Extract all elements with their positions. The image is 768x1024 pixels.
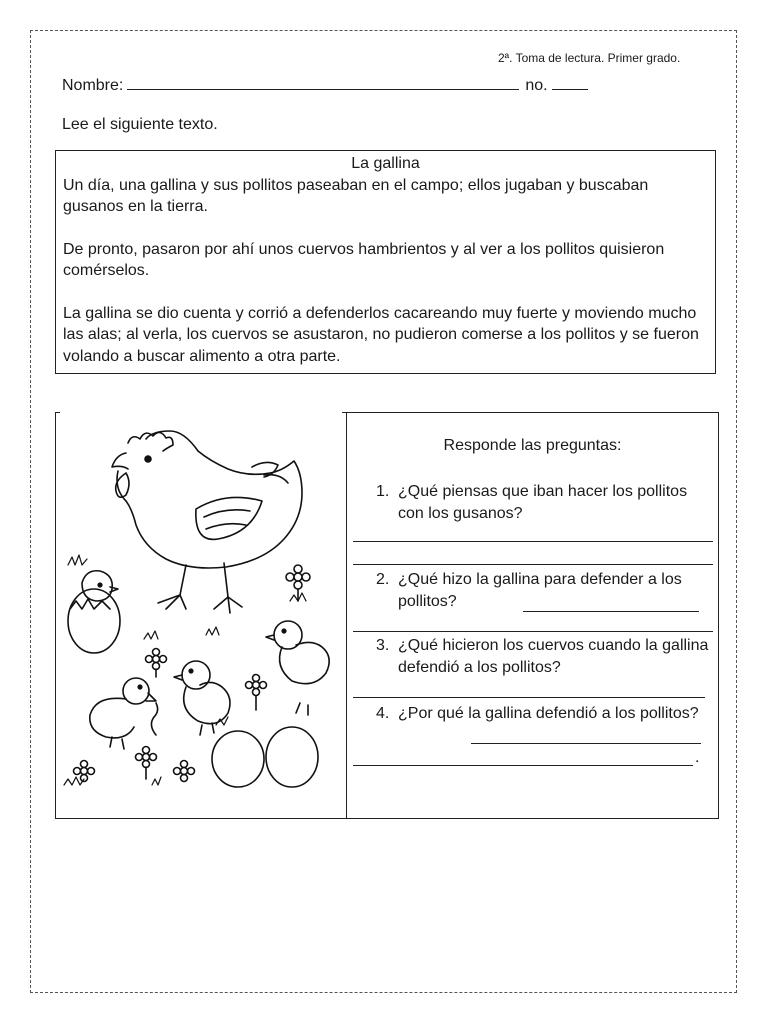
chick-drawing [266,621,329,715]
name-line [62,75,588,95]
answer-line-1b[interactable] [353,564,713,565]
answer-line-4a[interactable] [471,743,701,744]
question-item [376,569,711,613]
question-number: 3. [376,637,390,654]
answer-line-2a[interactable] [523,611,699,612]
header-subtitle: 2ª. Toma de lectura. Primer grado. [498,51,681,65]
answer-line-1a[interactable] [353,541,713,542]
question-text: ¿Qué hizo la gallina para defender a los pollitos? [398,571,682,610]
hen-drawing [112,431,302,613]
number-label: no. [525,77,548,94]
number-field[interactable] [552,75,588,90]
question-text: ¿Qué piensas que iban hacer los pollitos con los gusanos? [398,483,688,522]
question-number: 2. [376,571,390,588]
questions-panel [347,413,718,818]
final-period: . [695,749,700,766]
reading-instruction: Lee el siguiente texto. [62,116,218,133]
question-item [376,481,711,525]
chick-drawing [174,661,230,735]
question-item [376,635,711,679]
name-field[interactable] [127,75,519,90]
questions-heading: Responde las preguntas: [443,437,622,454]
question-text: ¿Por qué la gallina defendió a los pollitos? [398,705,699,722]
answer-line-3a[interactable] [353,697,705,698]
chick-drawing [90,678,158,749]
story-paragraph: De pronto, pasaron por ahí unos cuervos hambrientos y al ver a los pollitos quisieron comérselos. [63,240,665,279]
story-title: La gallina [351,155,420,172]
reading-box [55,150,716,374]
activity-box [55,412,719,819]
hatching-chick-drawing [68,571,120,653]
eggs-drawing [212,727,318,787]
question-item [376,703,711,725]
question-number: 1. [376,483,390,500]
hen-and-chicks-illustration [56,413,346,818]
answer-line-2b[interactable] [353,631,713,632]
question-number: 4. [376,705,390,722]
story-paragraph: Un día, una gallina y sus pollitos paseaban en el campo; ellos jugaban y buscaban gusanos en la tierra. [63,176,649,215]
name-label: Nombre: [62,77,124,94]
answer-line-4b[interactable] [353,765,693,766]
story-paragraph: La gallina se dio cuenta y corrió a defenderlos cacareando muy fuerte y moviendo mucho las alas; al verla, los cuervos se asustaron, no pudieron comerse a los pollitos y se fueron volando a buscar alimento a otra parte. [63,304,699,365]
question-text: ¿Qué hicieron los cuervos cuando la gallina defendió a los pollitos? [398,637,709,676]
